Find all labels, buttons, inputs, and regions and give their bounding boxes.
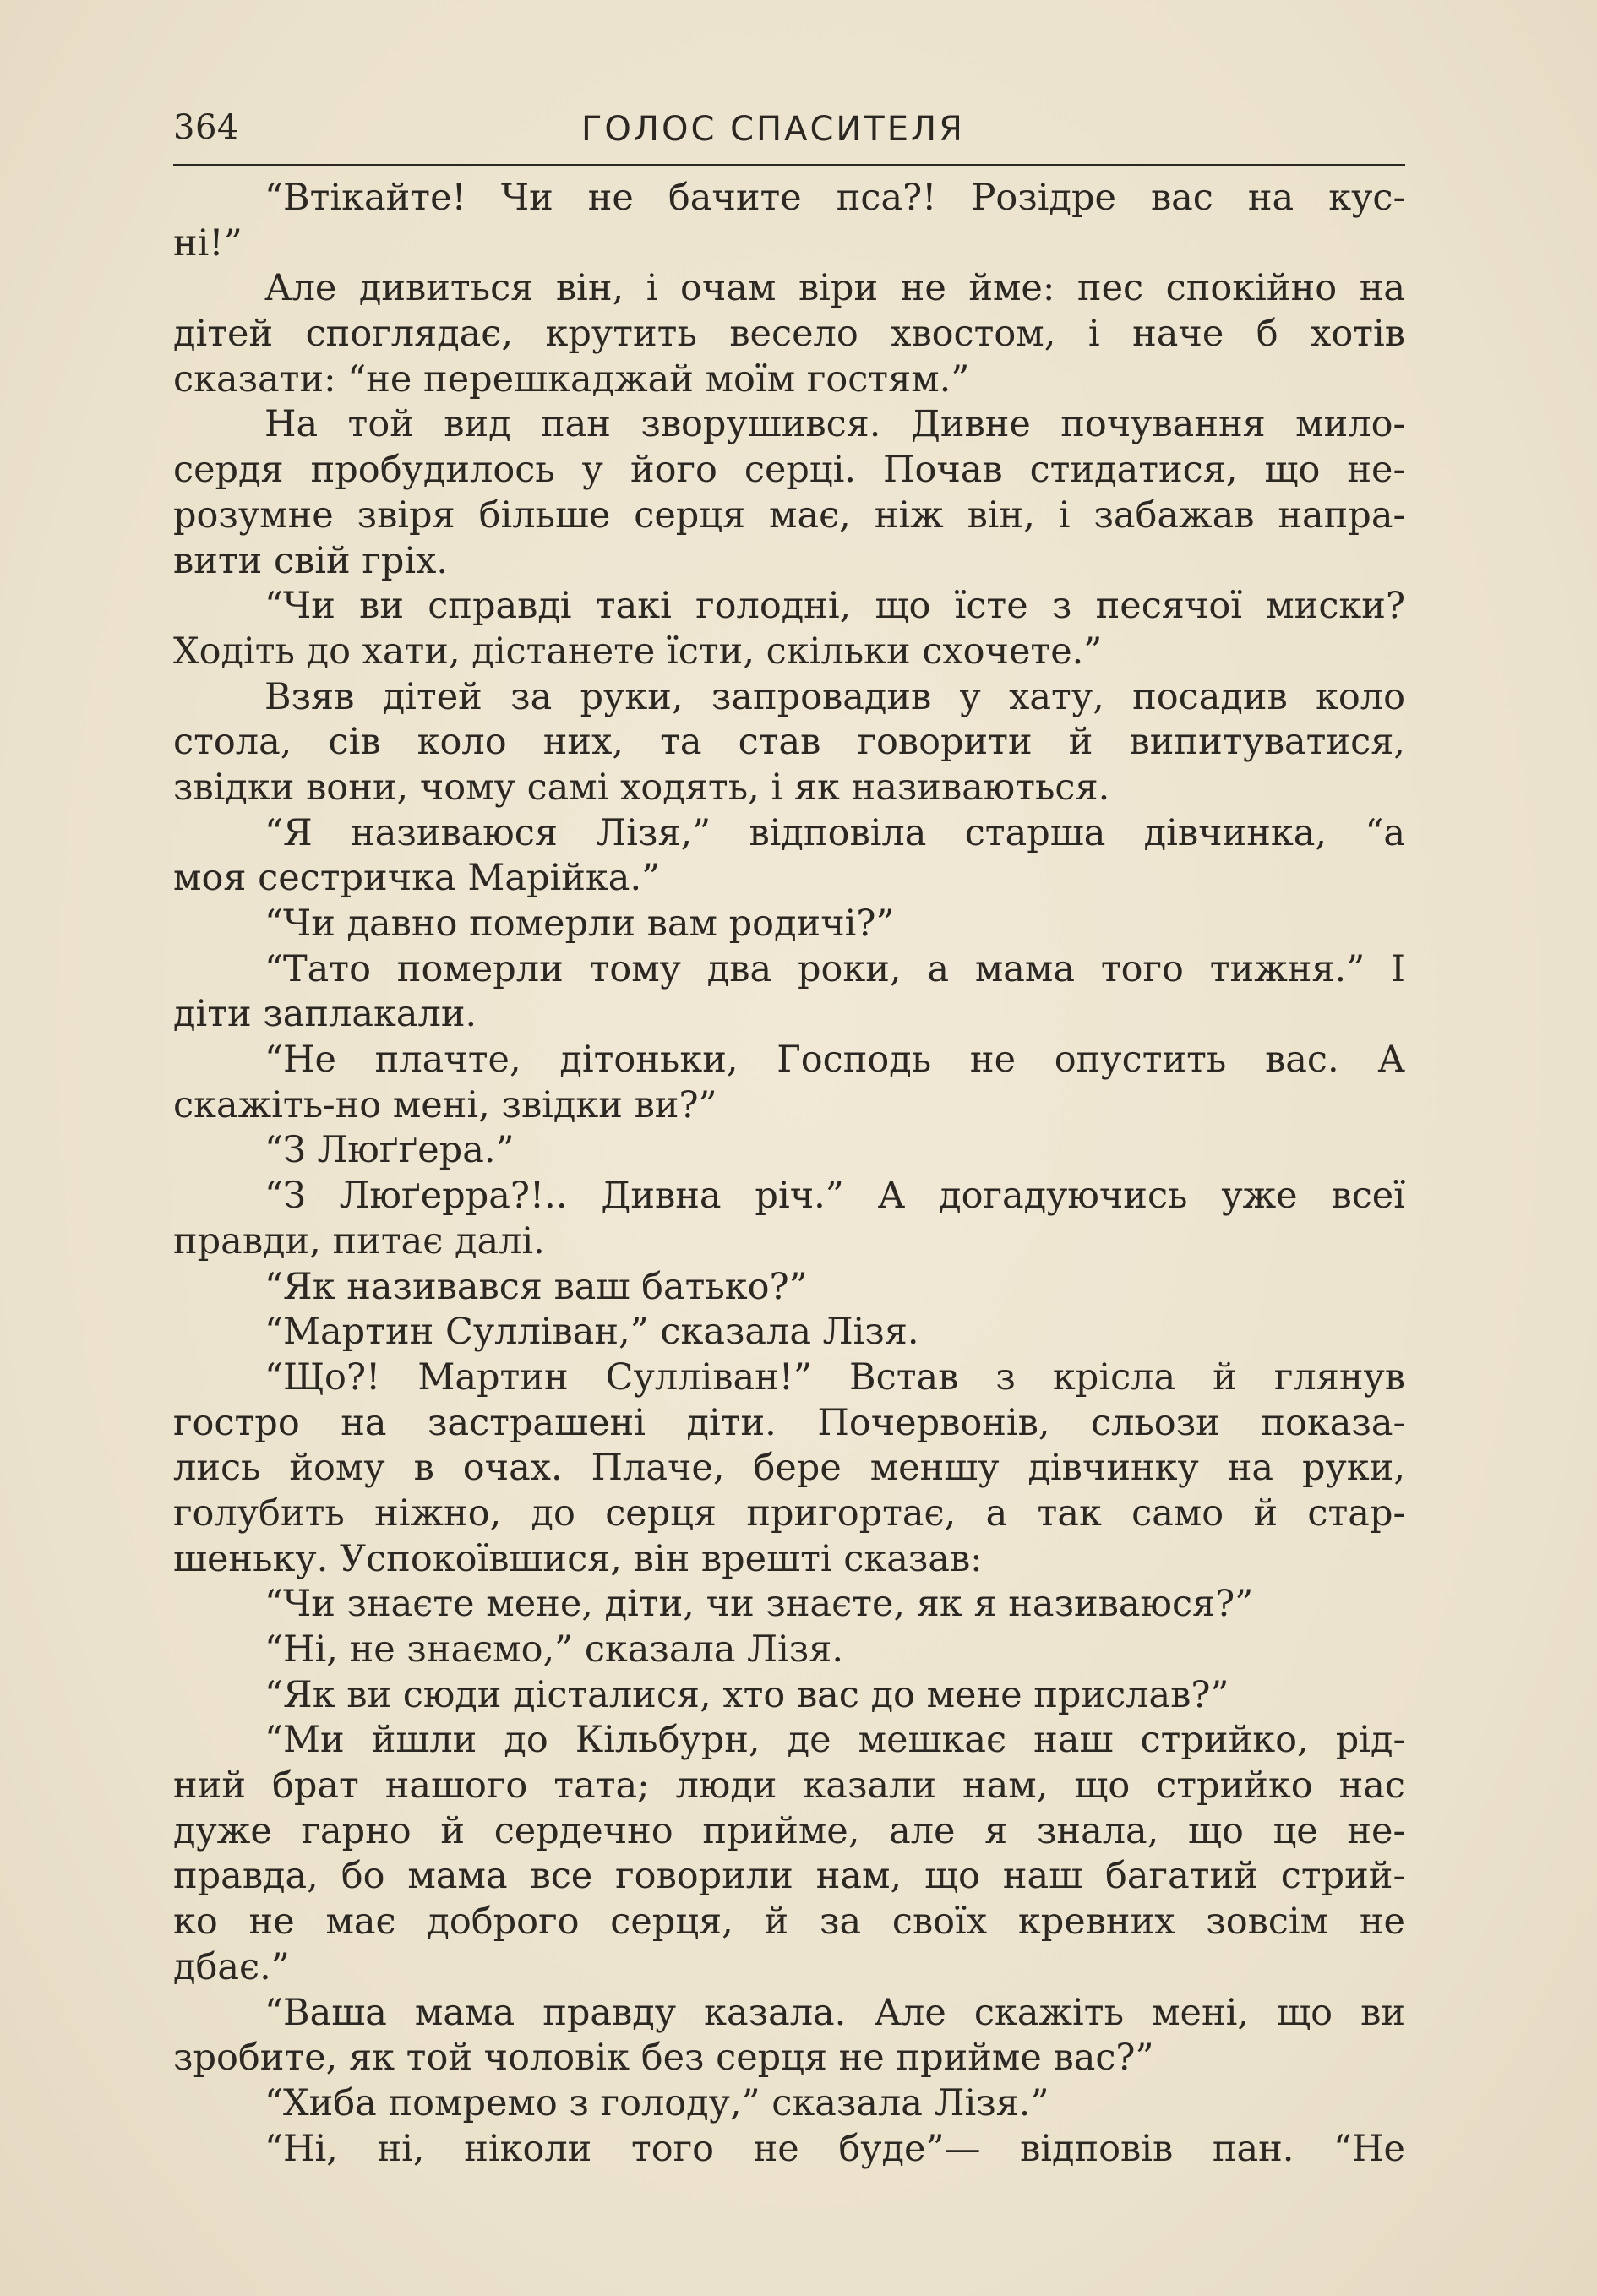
text-line: ко не має доброго серця, й за своїх кревних зовсім не (173, 1901, 1405, 1944)
text-line: скажіть-но мені, звідки ви?” (173, 1083, 717, 1126)
text-line: голубить ніжно, до серця пригортає, а так само й стар- (173, 1492, 1405, 1535)
page-number: 364 (173, 108, 239, 147)
text-line: дітей споглядає, крутить весело хвостом, і наче б хотів (173, 313, 1405, 356)
page-header (173, 108, 1405, 159)
text-line: правди, питає далі. (173, 1219, 545, 1263)
text-line: звідки вони, чому самі ходять, і як називаються. (173, 766, 1110, 809)
text-line: гостро на застрашені діти. Почервонів, сльози показа- (173, 1401, 1405, 1444)
text-line: вити свій гріх. (173, 539, 449, 582)
text-line: “Ні, не знаємо,” сказала Лізя. (264, 1628, 844, 1671)
text-line: “З Люґґера.” (264, 1129, 515, 1172)
text-line: “Ваша мама правду казала. Але скажіть мені, що ви (264, 1991, 1405, 2034)
text-line: ні!” (173, 221, 243, 265)
text-line: “Втікайте! Чи не бачите пса?! Розідре вас на кус- (264, 177, 1405, 219)
text-line: ний брат нашого тата; люди казали нам, що стрийко нас (173, 1764, 1405, 1808)
running-title: ГОЛОС СПАСИТЕЛЯ (581, 110, 965, 149)
text-line: розумне звіря більше серця має, ніж він, і забажав напра- (173, 494, 1405, 537)
text-line: “Чи ви справді такі голодні, що їсте з песячої миски? (264, 585, 1405, 628)
text-line: “Ми йшли до Кільбурн, де мешкає наш стрийко, рід- (264, 1719, 1405, 1762)
text-line: дуже гарно й сердечно прийме, але я знала, що це не- (173, 1809, 1405, 1852)
text-line: “Хиба помремо з голоду,” сказала Лізя.” (264, 2081, 1049, 2124)
text-line: “Ні, ні, ніколи того не буде”— відповів пан. “Не (264, 2127, 1405, 2170)
text-line: “З Люґерра?!.. Дивна річ.” А догадуючись уже всеї (264, 1175, 1405, 1218)
text-line: “Не плачте, дітоньки, Господь не опустить вас. А (264, 1039, 1405, 1082)
text-line: моя сестричка Марійка.” (173, 857, 661, 900)
text-line: “Чи знаєте мене, діти, чи знаєте, як я називаюся?” (264, 1583, 1254, 1626)
text-line: “Що?! Мартин Сулліван!” Встав з крісла й глянув (264, 1355, 1405, 1399)
text-line: Взяв дітей за руки, запровадив у хату, посадив коло (264, 675, 1405, 718)
text-line: стола, сів коло них, та став говорити й випитуватися, (173, 721, 1405, 764)
text-line: “Я називаюся Лізя,” відповіла старша дівчинка, “а (264, 811, 1405, 854)
text-line: дбає.” (173, 1945, 290, 1988)
text-line: “Тато померли тому два роки, а мама того тижня.” І (264, 947, 1405, 990)
text-line: сказати: “не перешкаджай моїм гостям.” (173, 357, 970, 401)
text-line: шеньку. Успокоївшися, він врешті сказав: (173, 1537, 983, 1580)
text-line: “Мартин Сулліван,” сказала Лізя. (264, 1311, 919, 1354)
header-rule (173, 164, 1405, 166)
text-line: На той вид пан зворушився. Дивне почування мило- (264, 403, 1405, 446)
text-line: Ходіть до хати, дістанете їсти, скільки схочете.” (173, 630, 1103, 673)
text-line: діти заплакали. (173, 993, 477, 1036)
text-line: зробите, як той чоловік без серця не прийме вас?” (173, 2037, 1154, 2080)
text-line: “Як ви сюди дісталися, хто вас до мене прислав?” (264, 1673, 1229, 1716)
text-line: “Як називався ваш батько?” (264, 1265, 808, 1308)
text-line: Але дивиться він, і очам віри не йме: пес спокійно на (264, 267, 1405, 310)
body-text (173, 176, 1405, 2172)
text-line: правда, бо мама все говорили нам, що наш багатий стрий- (173, 1855, 1405, 1898)
text-line: “Чи давно померли вам родичі?” (264, 903, 895, 945)
text-line: сердя пробудилось у його серці. Почав стидатися, що не- (173, 449, 1405, 492)
text-line: лись йому в очах. Плаче, бере меншу дівчинку на руки, (173, 1447, 1405, 1490)
